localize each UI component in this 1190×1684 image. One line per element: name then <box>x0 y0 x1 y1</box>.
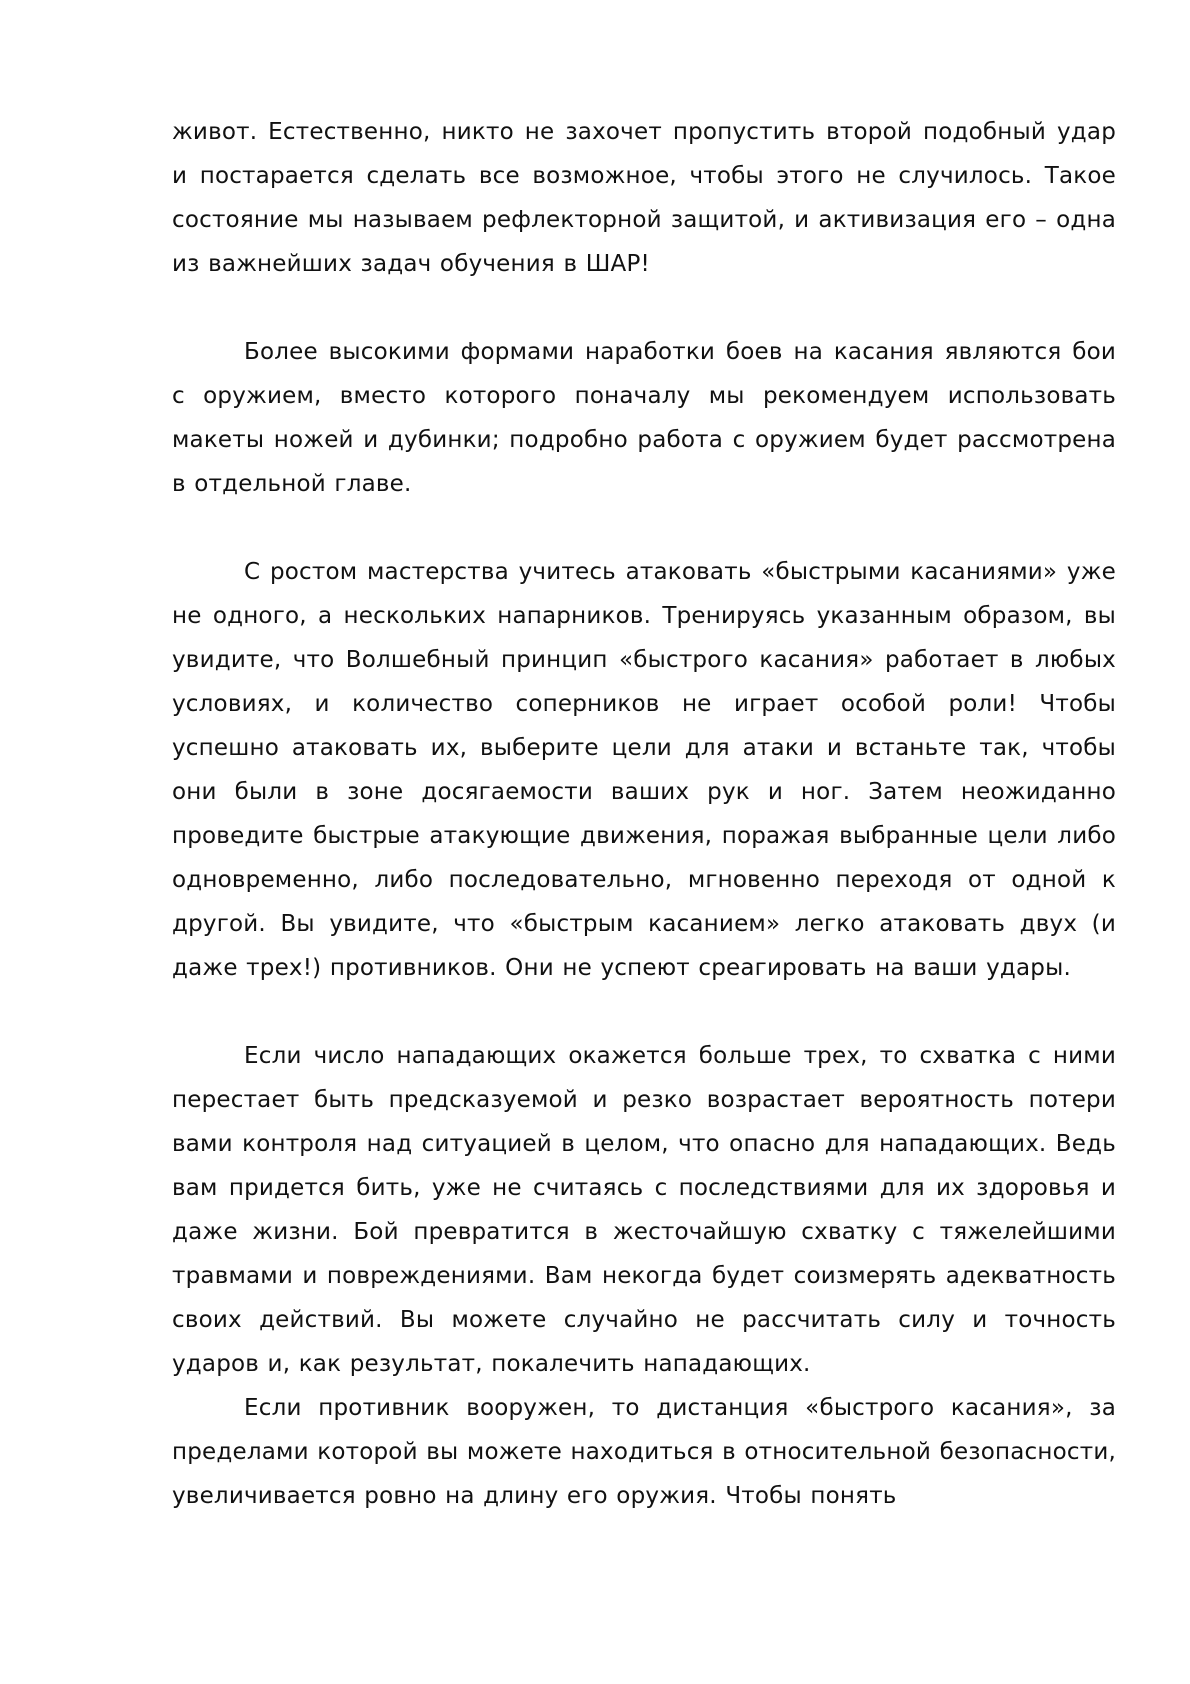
paragraph-2: Более высокими формами наработки боев на касания являются бои с оружием, вместо которого поначалу мы рекомендуем использовать макеты ножей и дубинки; подробно работа с оружием будет рассмотрена в отдельной главе. <box>172 339 1116 497</box>
paragraph-1: живот. Естественно, никто не захочет пропустить второй подобный удар и постарается сделать все возможное, чтобы этого не случилось. Такое состояние мы называем рефлекторной защитой, и активизация его – одна из важнейших задач обучения в ШАР! <box>172 119 1116 277</box>
paragraph-4: Если число нападающих окажется больше трех, то схватка с ними перестает быть предсказуемой и резко возрастает вероятность потери вами контроля над ситуацией в целом, что опасно для нападающих. Ведь вам придется бить, уже не считаясь с последствиями для их здоровья и даже жизни. Бой превратится в жесточайшую схватку с тяжелейшими травмами и повреждениями. Вам некогда будет соизмерять адекватность своих действий. Вы можете случайно не рассчитать силу и точность ударов и, как результат, покалечить нападающих. <box>172 1043 1116 1377</box>
paragraph-5: Если противник вооружен, то дистанция «быстрого касания», за пределами которой вы можете находиться в относительной безопасности, увеличивается ровно на длину его оружия. Чтобы понять <box>172 1395 1116 1509</box>
text-column <box>172 110 1116 1518</box>
paragraph-3: С ростом мастерства учитесь атаковать «быстрыми касаниями» уже не одного, а нескольких напарников. Тренируясь указанным образом, вы увидите, что Волшебный принцип «быстрого касания» работает в любых условиях, и количество соперников не играет особой роли! Чтобы успешно атаковать их, выберите цели для атаки и встаньте так, чтобы они были в зоне досягаемости ваших рук и ног. Затем неожиданно проведите быстрые атакующие движения, поражая выбранные цели либо одновременно, либо последовательно, мгновенно переходя от одной к другой. Вы увидите, что «быстрым касанием» легко атаковать двух (и даже трех!) противников. Они не успеют среагировать на ваши удары. <box>172 559 1116 981</box>
